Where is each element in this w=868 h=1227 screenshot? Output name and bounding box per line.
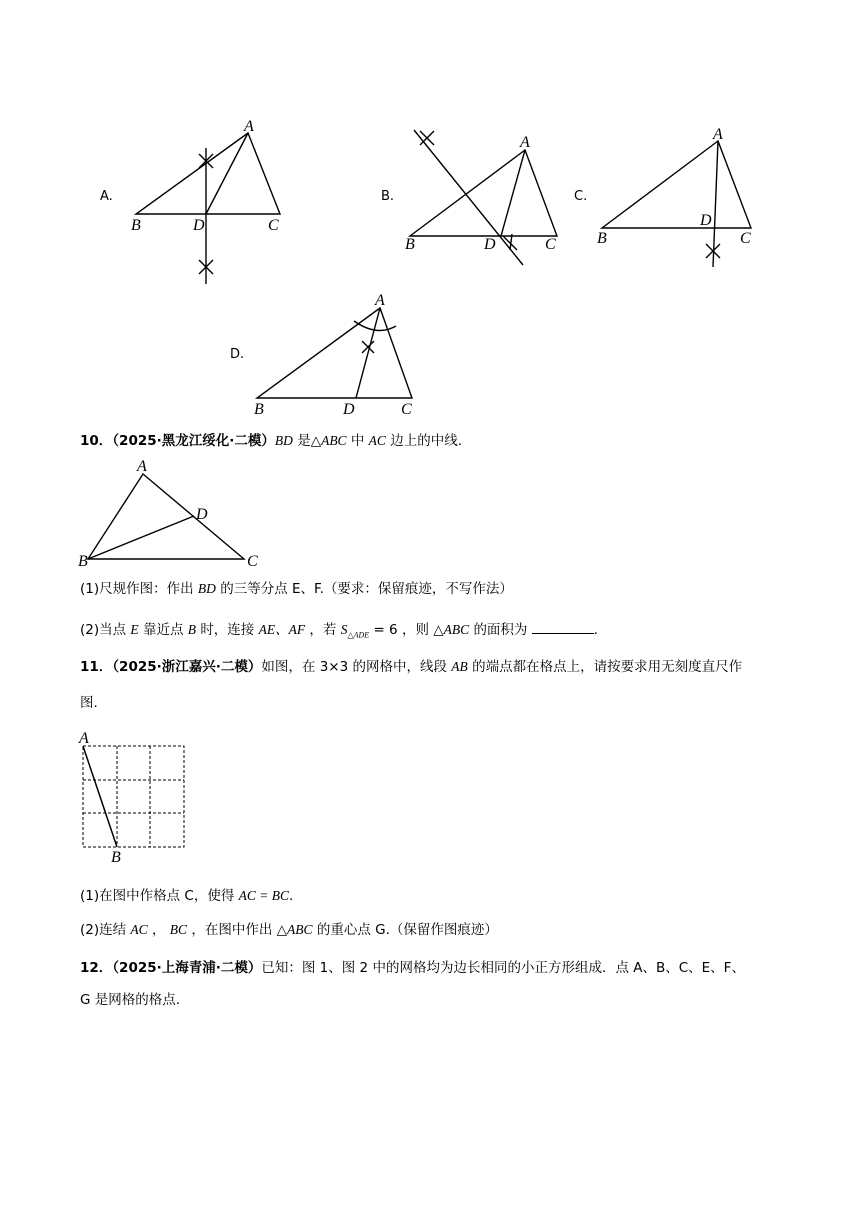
point-label-a: A	[375, 292, 385, 309]
q11-source: （2025·浙江嘉兴·二模）	[112, 659, 262, 675]
point-label-a: A	[244, 118, 254, 135]
point-label-b: B	[131, 217, 141, 234]
point-label-c: C	[740, 230, 751, 247]
q10-part2: (2)当点 E 靠近点 B 时，连接 AE、AF ，若 $S_{\triangle ADE} = 6$ ，则 △ABC 的面积为 .	[80, 619, 598, 646]
q12-stem-wrap: G 是网格的格点.	[80, 992, 181, 1008]
point-label-b: B	[597, 230, 607, 247]
point-label-a: A	[137, 458, 147, 475]
grid-border	[83, 746, 184, 847]
point-label-d: D	[343, 401, 355, 418]
segment-ab-q11	[83, 746, 117, 847]
q10-part1: (1)尺规作图：作出 BD 的三等分点 E、F.（要求：保留痕迹，不写作法）	[80, 581, 513, 597]
q10-number: 10．	[80, 433, 113, 449]
option-a-label: A.	[100, 189, 113, 204]
point-label-c: C	[268, 217, 279, 234]
point-label-d: D	[700, 212, 712, 229]
q11-number: 11．	[80, 659, 113, 675]
option-c-label: C.	[574, 189, 588, 204]
q11-stem: 11．（2025·浙江嘉兴·二模）如图，在 3×3 的网格中，线段 AB 的端点都在格点上，请按要求用无刻度直尺作	[80, 659, 743, 675]
point-label-b: B	[78, 553, 88, 570]
point-label-c: C	[247, 553, 258, 570]
q10-source: （2025·黑龙江绥化·二模）	[112, 433, 275, 449]
point-label-c: C	[545, 236, 556, 253]
point-label-b: B	[405, 236, 415, 253]
point-label-c: C	[401, 401, 412, 418]
q11-stem-wrap: 图.	[80, 695, 98, 711]
q10-stem: 10．（2025·黑龙江绥化·二模）BD 是△ABC 中 AC 边上的中线.	[80, 433, 463, 449]
q12-stem: 12．（2025·上海青浦·二模）已知：图 1、图 2 中的网格均为边长相同的小正方形组成．点 A、B、C、E、F、	[80, 960, 745, 976]
point-label-b: B	[111, 849, 121, 866]
option-b-label: B.	[381, 189, 395, 204]
point-label-d: D	[484, 236, 496, 253]
point-label-a: A	[520, 134, 530, 151]
q12-source: （2025·上海青浦·二模）	[112, 960, 262, 976]
point-label-d: D	[193, 217, 205, 234]
option-d-label: D.	[230, 347, 245, 362]
q12-number: 12．	[80, 960, 113, 976]
point-label-b: B	[254, 401, 264, 418]
point-label-a: A	[713, 126, 723, 143]
q11-part1: (1)在图中作格点 C，使得 AC = BC.	[80, 888, 294, 904]
q11-part2: (2)连结 AC ， BC ，在图中作出 △ABC 的重心点 G.（保留作图痕迹）	[80, 922, 498, 938]
point-label-a: A	[79, 730, 89, 747]
point-label-d: D	[196, 506, 208, 523]
